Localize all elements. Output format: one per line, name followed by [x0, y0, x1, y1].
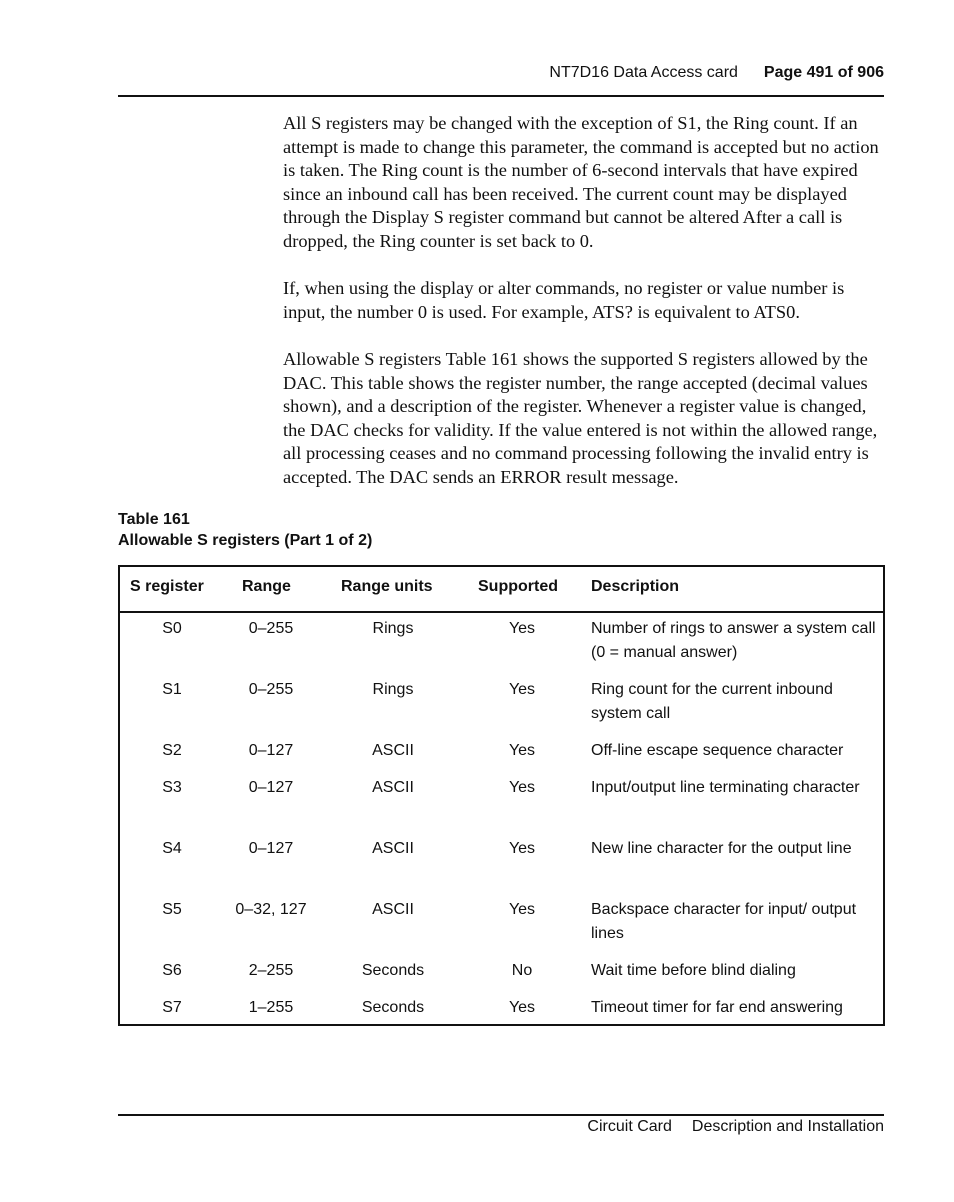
cell-range-units: Seconds — [361, 962, 425, 979]
cell-range-units: ASCII — [372, 742, 414, 759]
page-header — [118, 64, 884, 88]
cell-description: Off-line escape sequence character — [591, 742, 844, 759]
header-range: Range — [242, 578, 291, 595]
cell-register: S1 — [162, 681, 182, 698]
cell-supported: Yes — [508, 901, 536, 918]
header-supported: Supported — [478, 578, 558, 595]
cell-register: S3 — [162, 779, 182, 796]
page-number: Page 491 of 906 — [763, 64, 884, 81]
cell-range-units: Rings — [372, 681, 414, 698]
cell-range-units: Seconds — [361, 999, 425, 1016]
paragraph: If, when using the display or alter commands, no register or value number is input, the number 0 is used. For example, ATS? is equivalent to ATS0. — [283, 278, 845, 322]
cell-description: Timeout timer for far end answering — [591, 999, 843, 1016]
table-caption — [118, 509, 372, 551]
header-divider — [118, 95, 884, 97]
cell-description: Wait time before blind dialing — [591, 962, 796, 979]
cell-range: 0–127 — [248, 779, 294, 796]
body-text — [283, 112, 883, 513]
cell-description: Ring count for the current inbound system call — [591, 681, 833, 722]
cell-register: S2 — [162, 742, 182, 759]
cell-register: S5 — [162, 901, 182, 918]
cell-supported: Yes — [508, 840, 536, 857]
cell-range-units: Rings — [372, 620, 414, 637]
cell-description: Number of rings to answer a system call (0 = manual answer) — [591, 620, 876, 661]
cell-register: S7 — [162, 999, 182, 1016]
cell-supported: Yes — [508, 999, 536, 1016]
cell-range: 2–255 — [248, 962, 294, 979]
paragraph: Allowable S registers Table 161 shows the supported S registers allowed by the DAC. This table shows the register number, the range accepted (decimal values shown), and a description of the register. Whenever a register value is changed, the DAC checks for validity. If the value entered is not within the allowed range, all processing ceases and no command processing following the invalid entry is accepted. The DAC sends an ERROR result message. — [283, 348, 878, 487]
table-title: Allowable S registers (Part 1 of 2) — [118, 532, 373, 549]
cell-supported: Yes — [508, 779, 536, 796]
cell-description: New line character for the output line — [591, 840, 852, 857]
cell-description: Backspace character for input/ output lines — [591, 901, 857, 942]
cell-range: 0–255 — [248, 681, 294, 698]
cell-register: S0 — [162, 620, 182, 637]
header-s-register: S register — [130, 578, 204, 595]
footer-left-text: Circuit Card — [587, 1118, 672, 1135]
footer-right-text: Description and Installation — [691, 1118, 884, 1135]
cell-register: S4 — [162, 840, 182, 857]
table-header-row — [120, 567, 883, 613]
table-number: Table 161 — [118, 511, 190, 528]
cell-register: S6 — [162, 962, 182, 979]
cell-supported: Yes — [508, 681, 536, 698]
header-description: Description — [591, 578, 680, 595]
cell-range: 0–32, 127 — [235, 901, 307, 918]
cell-range-units: ASCII — [372, 901, 414, 918]
cell-range: 1–255 — [248, 999, 294, 1016]
cell-supported: Yes — [508, 742, 536, 759]
cell-range-units: ASCII — [372, 779, 414, 796]
cell-range: 0–255 — [248, 620, 294, 637]
footer-divider — [118, 1114, 884, 1116]
cell-range: 0–127 — [248, 840, 294, 857]
cell-supported: No — [511, 962, 533, 979]
paragraph: All S registers may be changed with the exception of S1, the Ring count. If an attempt is made to change this parameter, the command is accepted but no action is taken. The Ring count is the number of 6-second intervals that have expired since an inbound call has been received. The current count may be displayed through the Display S register command but cannot be altered After a call is dropped, the Ring counter is set back to 0. — [283, 113, 879, 251]
header-range-units: Range units — [341, 578, 433, 595]
cell-supported: Yes — [508, 620, 536, 637]
document-title: NT7D16 Data Access card — [549, 64, 738, 81]
cell-range: 0–127 — [248, 742, 294, 759]
s-registers-table — [118, 565, 885, 1026]
page-footer — [118, 1118, 884, 1136]
cell-description: Input/output line terminating character — [591, 779, 860, 796]
cell-range-units: ASCII — [372, 840, 414, 857]
